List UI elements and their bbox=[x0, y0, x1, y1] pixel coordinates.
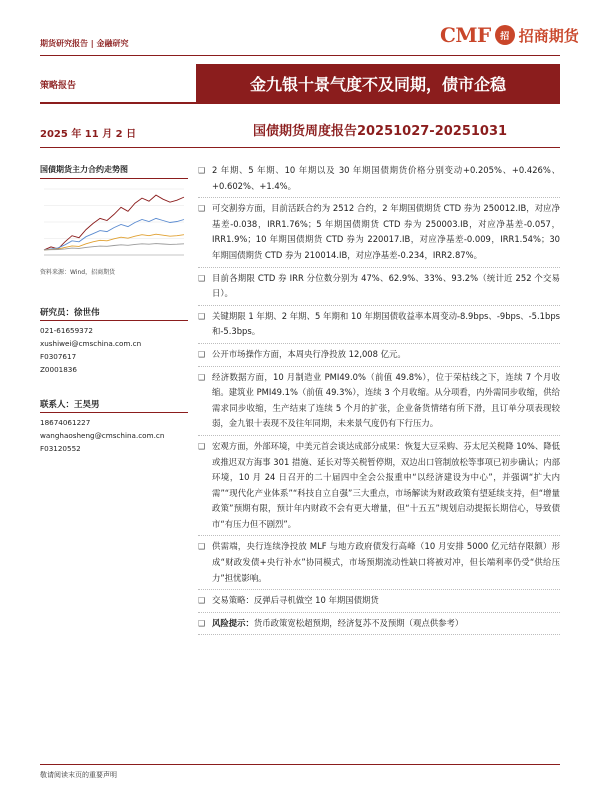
analyst-email[interactable]: xushiwei@cmschina.com.cn bbox=[40, 339, 142, 348]
left-column bbox=[40, 160, 188, 455]
bullet-text: 目前各期限 CTD 券 IRR 分位数分别为 47%、62.9%、33%、93.2%（统计近 252 个交易日）。 bbox=[212, 272, 560, 299]
bullet-item bbox=[198, 367, 560, 436]
bullet-text: 关键期限 1 年期、2 年期、5 年期和 10 年期国债收益率本周变动-8.9bps、-9bps、-5.1bps 和-5.3bps。 bbox=[212, 310, 560, 337]
square-bullet-icon: ❑ bbox=[198, 311, 206, 321]
bullet-item bbox=[198, 268, 560, 306]
header-divider bbox=[40, 55, 560, 56]
square-bullet-icon: ❑ bbox=[198, 204, 206, 214]
risk-content: 货币政策宽松超预期，经济复苏不及预期（观点供参考） bbox=[253, 617, 464, 628]
contact-email[interactable]: wanghaosheng@cmschina.com.cn bbox=[40, 431, 165, 440]
bullet-text: 公开市场操作方面，本周央行净投放 12,008 亿元。 bbox=[212, 348, 406, 359]
chart-title: 国债期货主力合约走势图 bbox=[40, 164, 188, 179]
bullet-item bbox=[198, 436, 560, 537]
title-banner bbox=[196, 64, 560, 102]
logo-badge-icon: 招 bbox=[495, 25, 515, 45]
bullet-text: 经济数据方面，10 月制造业 PMI49.0%（前值 49.8%），位于荣枯线之下，连续 7 个月收缩。建筑业 PMI49.1%（前值 49.3%），连续 3 个月收缩。从分项看，内外需同步收缩，供给需求同步收缩，生产结束了连续 5 个月的扩张，企业备货情绪有所下滑，且订单分项表现较弱，金九银十表现不及往年同期，未来景气度仍有下行压力。 bbox=[212, 371, 560, 429]
analyst-block-2 bbox=[40, 398, 188, 455]
bullet-item bbox=[198, 344, 560, 367]
report-date: 2025 年 11 月 2 日 bbox=[40, 129, 137, 140]
company-logo bbox=[440, 22, 579, 48]
analyst-block-1 bbox=[40, 306, 188, 376]
bullet-item bbox=[198, 160, 560, 198]
report-title: 国债期货周度报告20251027-20251031 bbox=[252, 124, 508, 139]
analyst-phone: 021-61659372 bbox=[40, 326, 93, 335]
bullet-text: 交易策略：反弹后寻机做空 10 年期国债期货 bbox=[212, 595, 379, 606]
logo-company-name: 招商期货 bbox=[518, 26, 579, 45]
title-divider bbox=[40, 147, 560, 148]
bullet-item bbox=[198, 590, 560, 613]
square-bullet-icon: ❑ bbox=[198, 273, 206, 283]
bullet-text: 可交割券方面，目前活跃合约为 2512 合约，2 年期国债期货 CTD 券为 250012.IB，对应净基差-0.038，IRR1.76%；5 年期国债期货 CTD 券为 250003.IB，对应净基差-0.057，IRR1.9%；10 年期国债期货 CTD 券为 220017.IB，对应净基差-0.009，IRR1.54%；30 年期国债期货 CTD 券为 210014.IB，对应净基差-0.234，IRR2.87%。 bbox=[212, 203, 560, 260]
bullet-text: 供需端，央行连续净投放 MLF 与地方政府债发行高峰（10 月安排 5000 亿元结存限额）形成“财政发债+央行补水”协同模式，市场预期流动性缺口将被对冲，但长端利率仍受“供给压力”担忧影响。 bbox=[212, 541, 560, 583]
banner-divider bbox=[40, 102, 560, 104]
summary-bullets bbox=[198, 160, 560, 635]
report-category: 期货研究报告 | 金融研究 bbox=[40, 39, 129, 48]
analyst-license-z: Z0001836 bbox=[40, 365, 77, 374]
footer-divider bbox=[40, 764, 560, 765]
risk-label: 风险提示： bbox=[212, 617, 254, 628]
risk-item bbox=[198, 613, 560, 636]
analyst-head: 研究员：徐世伟 bbox=[40, 306, 188, 321]
square-bullet-icon: ❑ bbox=[198, 349, 206, 359]
bullet-item bbox=[198, 536, 560, 590]
banner-title: 金九银十景气度不及同期，债市企稳 bbox=[249, 74, 506, 94]
square-bullet-icon: ❑ bbox=[198, 372, 206, 382]
square-bullet-icon: ❑ bbox=[198, 618, 206, 628]
strategy-label: 策略报告 bbox=[40, 81, 77, 91]
chart-line-series-1 bbox=[44, 195, 184, 250]
contact-phone: 18674061227 bbox=[40, 418, 91, 427]
square-bullet-icon: ❑ bbox=[198, 542, 206, 552]
analyst-license-f: F0307617 bbox=[40, 352, 77, 361]
square-bullet-icon: ❑ bbox=[198, 596, 206, 606]
contact-license: F03120552 bbox=[40, 444, 81, 453]
chart-source: 资料来源：Wind，招商期货 bbox=[40, 269, 116, 276]
bullet-item bbox=[198, 198, 560, 267]
footer-disclaimer[interactable]: 敬请阅读末页的重要声明 bbox=[40, 771, 117, 779]
bullet-item bbox=[198, 306, 560, 344]
square-bullet-icon: ❑ bbox=[198, 166, 206, 175]
bullet-text: 宏观方面，外部环境，中美元首会谈达成部分成果：恢复大豆采购、芬太尼关税降 10%、降低或推迟双方海事 301 措施、延长对等关税暂停期，双边出口管制放松等事项已初步确认；内部环境，10 月 24 日召开的二十届四中全会公报重申“以经济建设为中心”，并强调“扩大内需”“现代化产业体系”“科技自立自强”三大重点，市场解读为财政政策有望延续支持，但“增量政策”预期有限，预计年内财政不会有更大增量，但“十五五”规划启动提振长期信心，导致债市“有压力但不剧烈”。 bbox=[212, 440, 560, 529]
contact-head: 联系人：王昊男 bbox=[40, 398, 188, 413]
trend-chart bbox=[40, 185, 188, 261]
square-bullet-icon: ❑ bbox=[198, 441, 206, 451]
risk-text bbox=[212, 616, 560, 632]
bullet-text: 2 年期、5 年期、10 年期以及 30 年期国债期货价格分别变动+0.205%、+0.426%、+0.602%、+1.4%。 bbox=[212, 165, 560, 191]
logo-cmf-text: CMF bbox=[440, 23, 491, 47]
